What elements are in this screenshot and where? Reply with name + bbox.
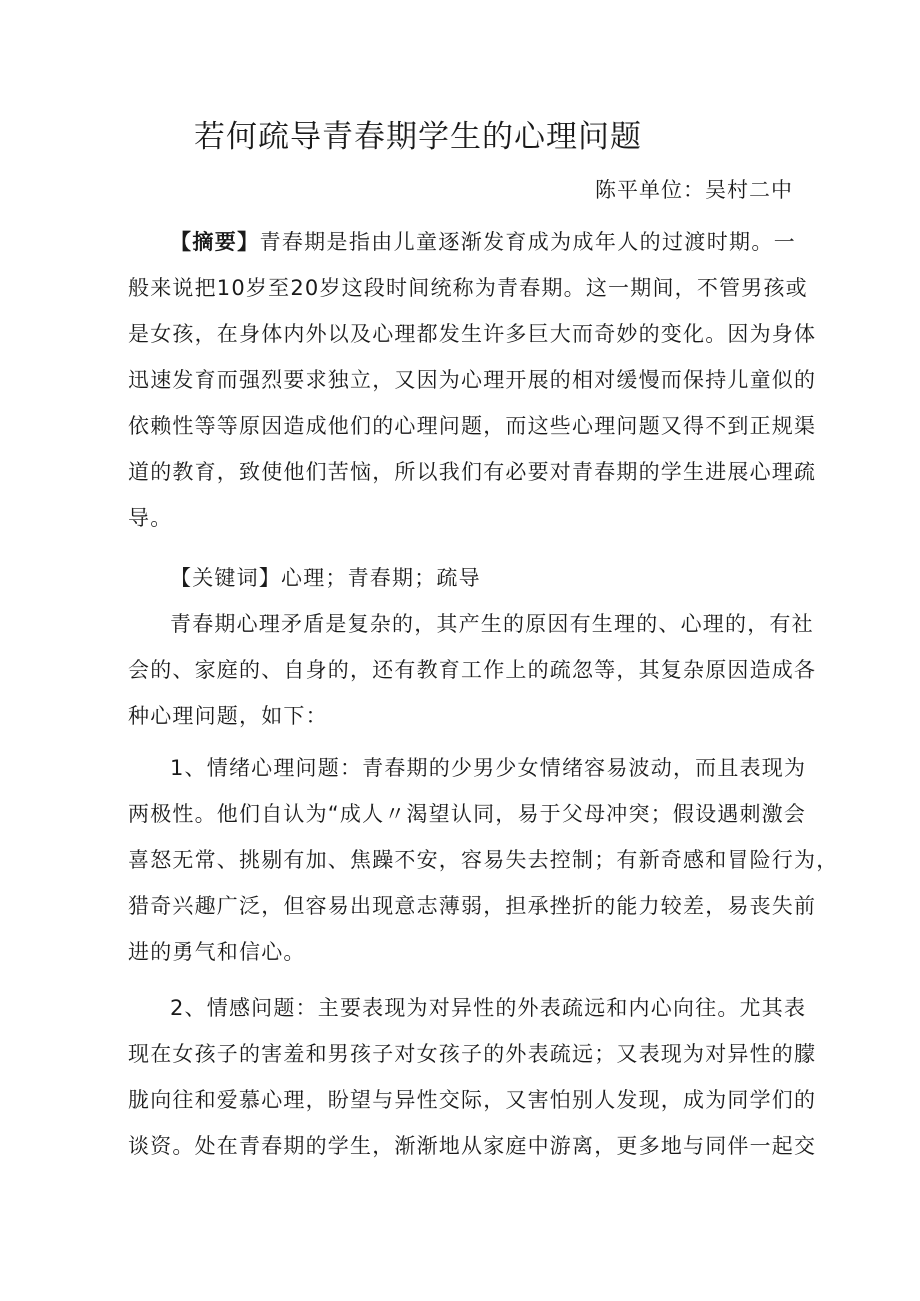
abstract-line: 依赖性等等原因造成他们的心理问题，而这些心理问题又得不到正规渠 (128, 414, 817, 438)
intro-line: 青春期心理矛盾是复杂的，其产生的原因有生理的、心理的，有社 (170, 612, 814, 636)
item-2-line: 2、情感问题：主要表现为对异性的外表疏远和内心向往。尤其表 (170, 996, 807, 1020)
document-title: 若何疏导青春期学生的心理问题 (194, 119, 642, 155)
abstract-line: 般来说把10岁至20岁这段时间统称为青春期。这一期间，不管男孩或 (128, 276, 808, 300)
item-2-line: 现在女孩子的害羞和男孩子对女孩子的外表疏远；又表现为对异性的朦 (128, 1042, 817, 1066)
keywords-line: 【关键词】心理；青春期；疏导 (170, 566, 481, 590)
item-1-paragraph (128, 745, 839, 975)
item-1-line: 进的勇气和信心。 (128, 940, 306, 964)
item-1-line: 猎奇兴趣广泛，但容易出现意志薄弱，担承挫折的能力较差，易丧失前 (128, 894, 817, 918)
item-1-line: 1、情绪心理问题：青春期的少男少女情绪容易波动，而且表现为 (170, 756, 807, 780)
abstract-paragraph (128, 219, 817, 541)
intro-line: 种心理问题，如下： (128, 704, 328, 728)
intro-paragraph (128, 601, 817, 739)
item-1-line: 两极性。他们自认为“成人〃渴望认同，易于父母冲突；假设遇刺激会 (128, 802, 807, 826)
item-2-line: 胧向往和爱慕心理，盼望与异性交际，又害怕别人发现，成为同学们的 (128, 1088, 817, 1112)
abstract-line: 青春期是指由儿童逐渐发育成为成年人的过渡时期。一 (259, 230, 796, 254)
abstract-line: 迅速发育而强烈要求独立，又因为心理开展的相对缓慢而保持儿童似的 (128, 368, 817, 392)
abstract-line: 导。 (128, 506, 173, 530)
abstract-label: 【摘要】 (170, 230, 260, 254)
item-2-paragraph (128, 985, 817, 1169)
item-1-line: 喜怒无常、挑剔有加、焦躁不安，容易失去控制；有新奇感和冒险行为， (128, 848, 839, 872)
abstract-line: 是女孩，在身体内外以及心理都发生许多巨大而奇妙的变化。因为身体 (128, 322, 817, 346)
keywords-paragraph (128, 555, 796, 601)
intro-line: 会的、家庭的、自身的，还有教育工作上的疏忽等，其复杂原因造成各 (128, 658, 817, 682)
author-line: 陈平单位：吴村二中 (595, 178, 793, 202)
abstract-line: 道的教育，致使他们苦恼，所以我们有必要对青春期的学生进展心理疏 (128, 460, 817, 484)
item-2-line: 谈资。处在青春期的学生，渐渐地从家庭中游离，更多地与同伴一起交 (128, 1134, 817, 1158)
